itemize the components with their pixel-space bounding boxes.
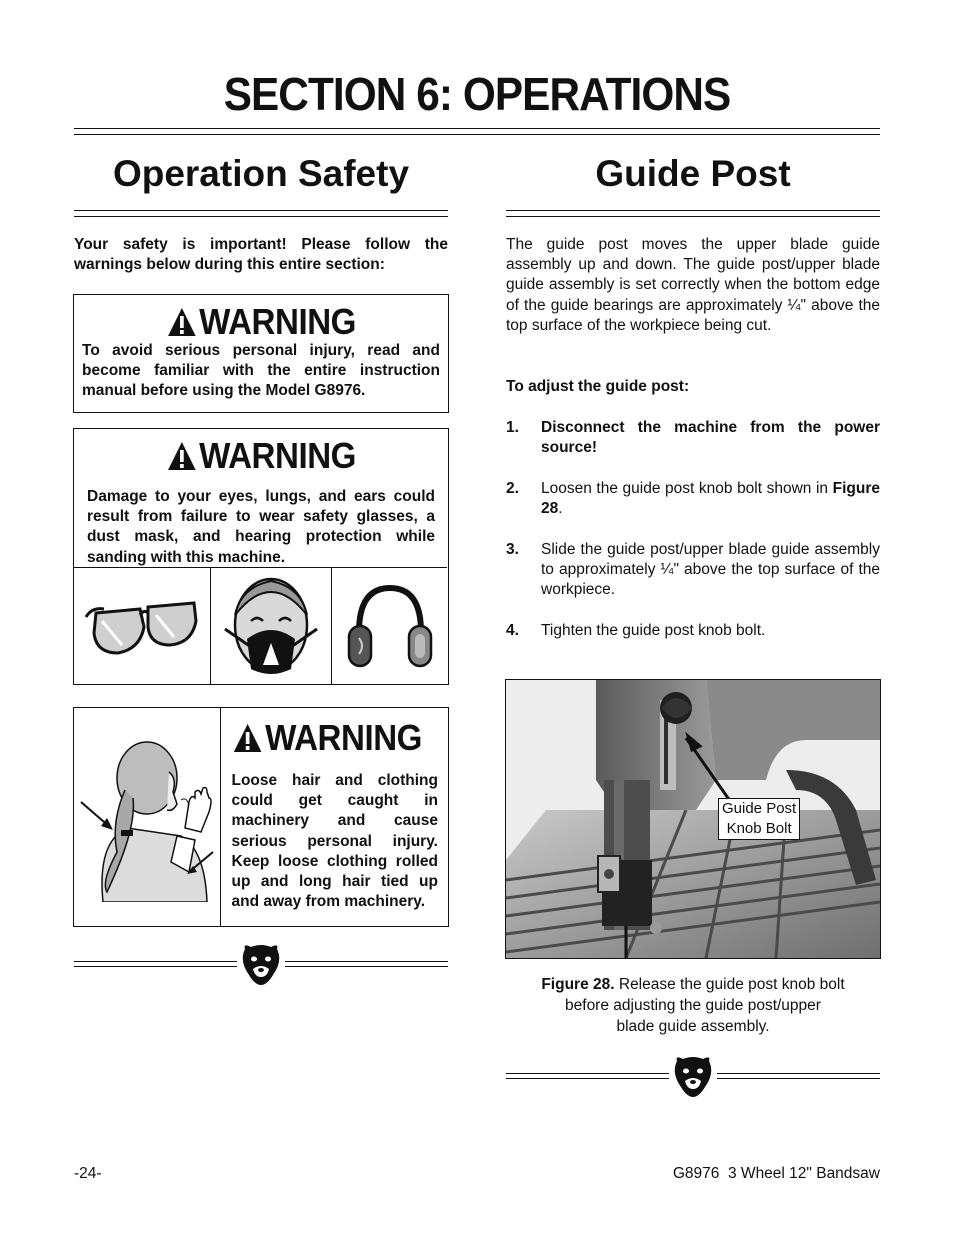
loose-hair-illustration-icon	[77, 732, 217, 902]
right-heading-rule	[506, 210, 880, 217]
divider-line	[506, 1073, 669, 1079]
dust-mask-cell	[211, 568, 332, 685]
left-bear-divider	[74, 944, 448, 984]
page-number: -24-	[74, 1165, 102, 1182]
step-text	[541, 479, 880, 519]
caption-line-2: before adjusting the guide post/upper	[565, 997, 821, 1014]
step-text-end: .	[558, 500, 563, 518]
callout-line-1: Guide Post	[722, 800, 797, 817]
warning-box-ppe	[73, 428, 449, 685]
section-rule	[74, 128, 880, 135]
warning-triangle-icon	[166, 440, 197, 472]
warning-triangle-icon	[166, 306, 197, 338]
warning-box-manual	[73, 294, 449, 413]
guide-post-description: The guide post moves the upper blade guide assembly up and down. The guide post/upper blade guide assembly is set correctly when the bottom edge of the guide bearings are approximately ¼" above the top surface of the workpiece being cut.	[506, 236, 880, 334]
warning-label: WARNING	[264, 717, 422, 758]
safety-glasses-cell	[74, 568, 211, 685]
caption-text: Release the guide post knob bolt	[614, 976, 845, 993]
step-number: 1.	[506, 419, 519, 436]
figure-28-caption	[506, 974, 880, 1037]
dust-mask-icon	[221, 575, 321, 679]
footer-model: G8976 3 Wheel 12" Bandsaw	[672, 1165, 880, 1182]
warning-text: Damage to your eyes, lungs, and ears could result from failure to wear safety glasses, a dust mask, and hearing protection while sanding with this machine.	[87, 488, 435, 566]
step-2	[506, 479, 880, 519]
ear-muffs-icon	[345, 582, 435, 672]
guide-post-heading: Guide Post	[595, 153, 791, 194]
hair-illustration-cell	[74, 708, 221, 926]
divider-line	[717, 1073, 880, 1079]
bear-logo-icon	[671, 1055, 715, 1097]
callout-line-2: Knob Bolt	[726, 820, 792, 837]
hair-warning-content	[221, 708, 449, 926]
step-text: Tighten the guide post knob bolt.	[541, 622, 766, 639]
step-text: Disconnect the machine from the power source!	[541, 419, 880, 457]
step-text: Slide the guide post/upper blade guide assembly to approximately ¼" above the top surface of the workpiece.	[541, 541, 880, 599]
figure-28-photo	[505, 679, 881, 959]
warning-text: To avoid serious personal injury, read and become familiar with the entire instruction manual before using the Model G8976.	[82, 342, 440, 400]
safety-intro: Your safety is important! Please follow the warnings below during this entire section:	[74, 236, 448, 274]
warning-box-hair	[73, 707, 449, 927]
warning-label: WARNING	[199, 435, 356, 476]
warning-header	[89, 437, 433, 475]
warning-triangle-icon	[232, 722, 263, 754]
figure-reference: Figure 28	[541, 480, 880, 518]
warning-header	[89, 303, 433, 341]
caption-line-1	[506, 974, 880, 995]
bear-logo-icon	[239, 943, 283, 985]
caption-label: Figure 28.	[541, 976, 615, 993]
warning-header	[232, 719, 422, 757]
step-1	[506, 418, 880, 458]
step-number: 4.	[506, 622, 519, 639]
step-text-part: Loosen the guide post knob bolt shown in	[541, 480, 833, 497]
ear-muffs-cell	[332, 568, 447, 685]
warning-label: WARNING	[199, 301, 356, 342]
step-number: 3.	[506, 541, 519, 558]
figure-callout	[718, 798, 800, 840]
operation-safety-heading: Operation Safety	[112, 153, 410, 194]
step-3	[506, 540, 880, 601]
warning-text: Loose hair and clothing could get caught in machinery and cause serious personal injury. Keep loose clothing rolled up and long hair tied up and away from machinery.	[231, 772, 438, 911]
ppe-icon-row	[74, 567, 447, 685]
step-4	[506, 621, 880, 641]
procedure-title: To adjust the guide post:	[506, 378, 690, 395]
bandsaw-guide-post-photo	[506, 680, 880, 958]
divider-line	[74, 961, 237, 967]
step-number: 2.	[506, 480, 519, 497]
right-bear-divider	[506, 1056, 880, 1096]
safety-glasses-icon	[82, 587, 202, 667]
section-title: SECTION 6: OPERATIONS	[223, 68, 731, 120]
divider-line	[285, 961, 448, 967]
left-heading-rule	[74, 210, 448, 217]
caption-line-3: blade guide assembly.	[616, 1018, 770, 1035]
